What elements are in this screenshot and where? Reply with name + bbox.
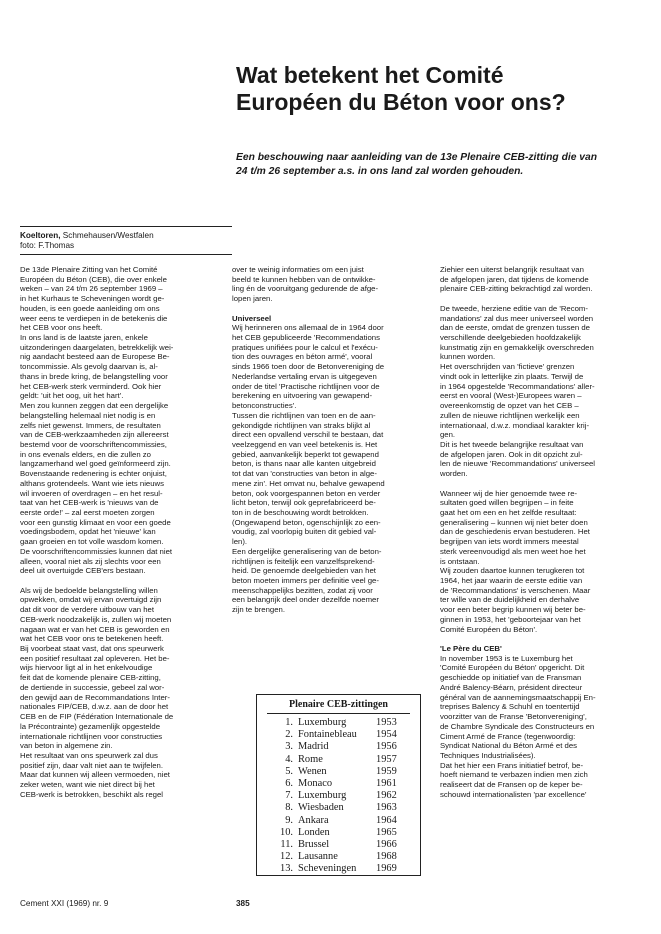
row-number: 10. <box>280 826 293 838</box>
text-line: dan de geschiedenis ervan bestuderen. Het <box>440 527 590 537</box>
text-line: De voorschriftencommissies kunnen dat niet <box>20 546 173 556</box>
row-year: 1963 <box>376 802 397 814</box>
row-city: Lausanne <box>298 851 338 863</box>
paragraph <box>20 586 216 800</box>
text-line: het CEB gepubliceerde 'Recommendations <box>232 333 380 343</box>
row-city: Wenen <box>298 765 327 777</box>
text-line: positief zijn, daar valt niet aan te twijfelen. <box>20 760 164 770</box>
row-city: Rome <box>298 753 323 765</box>
text-line: len de nieuwe 'Recommandations' universeel <box>440 459 596 469</box>
row-year: 1961 <box>376 778 397 790</box>
text-line: Comité Européen du Béton'. <box>440 624 538 634</box>
paragraph <box>20 265 216 576</box>
row-number: 9. <box>285 814 293 826</box>
text-line: 'Comité Européen du Béton' opgericht. Dit <box>440 663 585 673</box>
table-row <box>257 851 420 863</box>
text-line: Het resultaat van ons speurwerk zal dus <box>20 750 158 760</box>
text-line: gen. <box>440 430 456 440</box>
text-line: zullen de nieuwe richtlijnen werkelijk een <box>440 410 580 420</box>
text-line: kunstmatig zijn en gemakkelijk overschreden <box>440 342 594 352</box>
text-line: André Balency-Béarn, président directeur <box>440 682 583 692</box>
text-line: opwekken, omdat wij ervan overtuigd zijn <box>20 595 162 605</box>
text-line: beton moeten immers per definitie veel ge- <box>232 576 379 585</box>
text-line: pratiques unifiées pour le calcul et l'exécu- <box>232 342 378 352</box>
text-line: voudig, zal voorlopig buiten dit gebied val- <box>232 527 377 537</box>
row-year: 1956 <box>376 741 397 753</box>
text-line: van beton in algemene zin. <box>20 741 113 751</box>
section-heading: 'Le Père du CEB' <box>440 644 502 654</box>
row-year: 1965 <box>376 826 397 838</box>
paragraph <box>440 489 640 635</box>
text-line: gekondigde richtlijnen van straks blijkt al <box>232 420 371 430</box>
row-city: Londen <box>298 826 330 838</box>
row-number: 11. <box>280 839 293 851</box>
row-city: Ankara <box>298 814 329 826</box>
text-line: belangstelling helemaal niet nodig is en <box>20 410 156 420</box>
row-number: 12. <box>280 851 293 863</box>
title-line: Wat betekent het Comité <box>236 62 504 88</box>
row-city: Monaco <box>298 778 333 790</box>
text-line: zeker weten, want wie niet direct bij het <box>20 780 155 790</box>
paragraph <box>440 654 640 800</box>
row-number: 3. <box>285 741 293 753</box>
text-line: (Ongewapend beton, ogenschijnlijk zo een- <box>232 517 381 527</box>
page-number: 385 <box>236 899 250 908</box>
text-line: schouwd internationalisten 'par excellence' <box>440 789 587 799</box>
text-line: begrijpen van iets wordt immers meestal <box>440 537 579 547</box>
text-line: wil invoeren of overdragen – en het resul- <box>20 488 163 498</box>
text-line: Ziehier een uiterst belangrijk resultaat van <box>440 265 584 274</box>
divider-bottom <box>20 254 232 255</box>
title-line: Européen du Béton voor ons? <box>236 89 566 115</box>
text-line: Dit is het tweede belangrijke resultaat van <box>440 439 584 449</box>
text-line: Européen du Béton (CEB), die over enkele <box>20 274 167 284</box>
text-line: sinds 1966 toen door de Betonvereniging de <box>232 362 385 372</box>
text-line: althans grotendeels. Want wie iets nieuws <box>20 478 165 488</box>
subtitle-line: Een beschouwing naar aanleiding van de 13e Plenaire CEB-zitting die van <box>236 152 598 163</box>
text-line: ter wille van de duidelijkheid en derhalve <box>440 595 580 605</box>
text-line: sultaten goed willen begrijpen – in feite <box>440 498 574 508</box>
text-line: Bij voorbeat staat vast, dat ons speurwerk <box>20 644 164 654</box>
text-line: de afgelopen jaren. Ook in dit opzicht zul- <box>440 449 583 459</box>
text-line: Maar dat kunnen wij alleen vermoeden, niet <box>20 770 170 780</box>
row-year: 1954 <box>376 729 397 741</box>
text-line: Wij herinneren ons allemaal de in 1964 door <box>232 323 384 333</box>
text-line: een belangrijk deel onder dezelfde noemer <box>232 595 379 605</box>
column-1 <box>20 265 216 809</box>
column-3 <box>440 265 640 809</box>
text-line: de 'Recommandations' is verschenen. Maar <box>440 585 591 595</box>
row-year: 1953 <box>376 717 397 728</box>
text-line: In november 1953 is te Luxemburg het <box>440 653 573 663</box>
text-line: mandations' zal dus meer universeel worden <box>440 313 594 323</box>
table-row <box>257 827 420 839</box>
text-line: nationales FIP/CEB, d.w.z. aan de door het <box>20 702 169 712</box>
text-line: gaat het om een en het zelfde resultaat: <box>440 507 577 517</box>
text-line: plenaire CEB-zitting bekrachtigd zal worden. <box>440 284 593 294</box>
text-line: Bovenstaande redenering is echter onjuist, <box>20 469 167 479</box>
text-line: sterk vereenvoudigd als men weet hoe het <box>440 546 586 556</box>
text-line: De 13de Plenaire Zitting van het Comité <box>20 265 158 274</box>
text-line: is ontstaan. <box>440 556 480 566</box>
photo-caption <box>20 231 154 251</box>
row-number: 4. <box>285 753 293 765</box>
text-line: Ciment Armé de France (tegenwoordig: <box>440 731 576 741</box>
caption-title: Koeltoren, <box>20 231 61 240</box>
row-year: 1968 <box>376 851 397 863</box>
text-line: nig aandacht besteed aan de Europese Be- <box>20 352 170 362</box>
text-line: taat van het CEB-werk is 'nieuws van de <box>20 498 159 508</box>
row-year: 1966 <box>376 839 397 851</box>
column-2 <box>232 265 428 625</box>
paragraph <box>232 265 428 304</box>
table-row <box>257 766 420 778</box>
row-city: Fontainebleau <box>298 729 357 741</box>
text-line: treprises Balency & Schuhl en toentertijd <box>440 702 580 712</box>
row-year: 1969 <box>376 863 397 875</box>
text-line: overeenkomstig de opzet van het CEB – <box>440 401 579 411</box>
text-line: Een dergelijke generalisering van de beton- <box>232 546 382 556</box>
text-line: weken – van 24 t/m 26 september 1969 – <box>20 284 163 294</box>
photo-credit: foto: F.Thomas <box>20 241 75 251</box>
text-line: het CEB-werk sterk verminderd. Ook hier <box>20 381 162 391</box>
text-line: Nederlandse vertaling ervan is uitgegeven <box>232 371 377 381</box>
table-row <box>257 839 420 851</box>
article-title <box>236 62 656 116</box>
text-line: generalisering – kunnen wij niet beter doen <box>440 517 588 527</box>
row-year: 1957 <box>376 753 397 765</box>
text-line: général van de aannemingsmaatschappij En- <box>440 692 596 702</box>
text-line: len). <box>232 537 248 547</box>
text-line: bestemd voor de voorschriftencommissies, <box>20 439 167 449</box>
text-line: de Chambre Syndicale des Constructeurs en <box>440 721 595 731</box>
journal-reference: Cement XXI (1969) nr. 9 <box>20 899 109 908</box>
text-line: dat dit voor de verdere uitbouw van het <box>20 605 154 615</box>
text-line: voor een gunstig klimaat en voor een goede <box>20 517 171 527</box>
text-line: verschillende deelgebieden hoofdzakelijk <box>440 333 581 343</box>
text-line: zelfs niet gewenst. Immers, de resultaten <box>20 420 161 430</box>
text-line: Het overschrijden van 'fictieve' grenzen <box>440 362 575 372</box>
text-line: uitzonderingen daargelaten, betrekkelijk wei- <box>20 342 174 352</box>
row-city: Luxemburg <box>298 790 347 802</box>
text-line: zijn te brengen. <box>232 605 285 615</box>
text-line: beton, ook voorgespannen beton en verder <box>232 488 381 498</box>
text-line: meenschappelijks bezitten, zodat zij voor <box>232 585 373 595</box>
text-line: den gewijd aan de Recommandations Inter- <box>20 692 170 702</box>
text-line: beeld te kunnen hebben van de ontwikke- <box>232 274 376 284</box>
text-line: direct een opvallend verschil te bestaan, dat <box>232 430 384 440</box>
text-line: Tussen die richtlijnen van toen en de aan- <box>232 410 376 420</box>
row-city: Luxemburg <box>298 717 347 728</box>
text-line: Dat het hier een Frans initiatief betrof, be- <box>440 760 584 770</box>
row-year: 1964 <box>376 814 397 826</box>
text-line: in ons evenals elders, en die zullen zo <box>20 449 151 459</box>
text-line: gaan groeien en tot volle wasdom komen. <box>20 537 164 547</box>
text-line: 1964, het jaar waarin de eerste editie van <box>440 576 583 585</box>
text-line: internationaal, d.w.z. mondiaal karakter krij- <box>440 420 590 430</box>
text-line: de dertiende in successie, gebeel zal wor- <box>20 682 165 692</box>
row-number: 13. <box>280 863 293 875</box>
paragraph <box>440 304 640 479</box>
text-line: wat het CEB voor ons te betekenen heeft. <box>20 634 164 644</box>
text-line: voedingsbodem, opdat het 'nieuwe' kan <box>20 527 156 537</box>
table-row <box>257 802 420 814</box>
text-line: richtlijnen is feitelijk een vanzelfsprekend- <box>232 556 375 566</box>
row-number: 1. <box>285 717 293 728</box>
row-city: Madrid <box>298 741 329 753</box>
text-line: internationale richtlijnen voor constructies <box>20 731 163 741</box>
text-line: Wij zouden daartoe kunnen terugkeren tot <box>440 566 585 576</box>
table-row <box>257 729 420 741</box>
text-line: weer eens te verdiepen in de betekenis die <box>20 313 168 323</box>
text-line: over te weinig informaties om een juist <box>232 265 364 274</box>
text-line: geldt: 'uit het oog, uit het hart'. <box>20 391 124 401</box>
text-line: vindt ook in letterlijke zin plaats. Terwijl de <box>440 371 584 381</box>
row-city: Wiesbaden <box>298 802 344 814</box>
table-row <box>257 717 420 729</box>
text-line: realiseert dat de Fransen op de keper be- <box>440 780 583 790</box>
text-line: eerste orde!' – zal eerst moeten zorgen <box>20 507 155 517</box>
table-row <box>257 790 420 802</box>
table-row <box>257 863 420 875</box>
text-line: in het Kurhaus te Scheveningen wordt ge- <box>20 294 165 304</box>
row-number: 6. <box>285 778 293 790</box>
text-line: CEB-werk is betrokken, beschikt als regel <box>20 789 164 799</box>
text-line: thans in brede kring, de belangstelling voor <box>20 371 168 381</box>
text-line: eerst en vooral (West-)Europees waren – <box>440 391 582 401</box>
row-year: 1959 <box>376 765 397 777</box>
text-line: Als wij de bedoelde belangstelling willen <box>20 585 158 595</box>
text-line: feit dat de komende plenaire CEB-zitting, <box>20 673 161 683</box>
text-line: een positief resultaat zal opleveren. Het be- <box>20 653 170 663</box>
text-line: De tweede, herziene editie van de 'Recom- <box>440 303 588 313</box>
text-line: de afgelopen jaren, dat tijdens de komende <box>440 274 589 284</box>
text-line: worden. <box>440 469 468 479</box>
sessions-table <box>256 694 421 876</box>
table-rule <box>267 713 410 714</box>
section-heading: Universeel <box>232 313 272 323</box>
text-line: Techniques Industrialisées). <box>440 750 536 760</box>
text-line: kunnen worden. <box>440 352 496 362</box>
text-line: betonconstructies'. <box>232 401 297 411</box>
row-city: Brussel <box>298 839 330 851</box>
text-line: la Précontrainte) gezamenlijk opgestelde <box>20 721 161 731</box>
text-line: houden, is een goede aanleiding om ons <box>20 303 160 313</box>
text-line: onder de titel 'Practische richtlijnen voor de <box>232 381 380 391</box>
text-line: Syndicat National du Béton Armé et des <box>440 741 577 751</box>
row-number: 5. <box>285 765 293 777</box>
text-line: toncommissie. Als gevolg daarvan is, al- <box>20 362 158 372</box>
text-line: van de CEB-werkzaamheden zijn allereerst <box>20 430 169 440</box>
table-row <box>257 754 420 766</box>
text-line: het CEB voor ons heeft. <box>20 323 103 333</box>
subtitle-line: 24 t/m 26 september a.s. in ons land zal worden gehouden. <box>236 166 524 177</box>
text-line: wijs hiervoor ligt al in het enkelvoudige <box>20 663 153 673</box>
text-line: alleen, vooral niet als zij slechts voor een <box>20 556 161 566</box>
table-row <box>257 815 420 827</box>
text-line: geschiedde op initiatief van de Fransman <box>440 673 582 683</box>
text-line: gebied, aanvankelijk beperkt tot gewapend <box>232 449 379 459</box>
text-line: mene zin'. Het omvat nu, behalve gewapend <box>232 478 385 488</box>
table-row <box>257 778 420 790</box>
text-line: veelzeggend en van veel betekenis is. Het <box>232 439 378 449</box>
text-line: lopen jaren. <box>232 294 273 304</box>
row-year: 1962 <box>376 790 397 802</box>
text-line: voor een beter begrip kunnen wij beter be- <box>440 605 586 615</box>
text-line: CEB en de FIP (Fédération Internationale de <box>20 712 174 722</box>
caption-place: Schmehausen/Westfalen <box>60 231 154 240</box>
text-line: deel uit overtuigde CEB'ers bestaan. <box>20 566 146 576</box>
text-line: berekening en uitvoering van gewapend- <box>232 391 373 401</box>
text-line: tot dat van 'constructies van beton in alge- <box>232 469 377 479</box>
text-line: beton, is thans naar alle kanten uitgebreid <box>232 459 376 469</box>
text-line: in 1964 opgestelde 'Recommandations' aller- <box>440 381 595 391</box>
divider-top <box>20 226 232 227</box>
row-number: 2. <box>285 729 293 741</box>
text-line: ton in de beschouwing wordt betrokken. <box>232 507 369 517</box>
article-subtitle <box>236 151 656 179</box>
text-line: voorzitter van de Franse 'Betonvereniging', <box>440 712 587 722</box>
text-line: Men zou kunnen zeggen dat een dergelijke <box>20 401 169 411</box>
text-line: heid. De genoemde deelgebieden van het <box>232 566 376 576</box>
paragraph <box>232 323 428 615</box>
paragraph <box>440 265 640 294</box>
table-title: Plenaire CEB-zittingen <box>289 699 388 710</box>
row-city: Scheveningen <box>298 863 357 875</box>
text-line: licht beton, terwijl ook geprefabriceerd be- <box>232 498 376 508</box>
row-number: 8. <box>285 802 293 814</box>
text-line: ginnen in 1953, het 'geboortejaar van het <box>440 614 581 624</box>
text-line: CEB-werk noodzakelijk is, zullen wij moeten <box>20 614 172 624</box>
text-line: Wanneer wij de hier genoemde twee re- <box>440 488 578 498</box>
text-line: hoeft niemand te verbazen indien men zich <box>440 770 588 780</box>
table-body <box>257 717 420 876</box>
row-number: 7. <box>285 790 293 802</box>
table-row <box>257 741 420 753</box>
text-line: In ons land is de laatste jaren, enkele <box>20 333 148 343</box>
text-line: dan de eerste, omdat de grenzen tussen de <box>440 323 590 333</box>
text-line: ling én de vooruitgang gedurende de afge- <box>232 284 379 294</box>
text-line: langzamerhand wel goed geïnformeerd zijn. <box>20 459 171 469</box>
text-line: tion des ouvrages en béton armé', vooral <box>232 352 373 362</box>
text-line: nagaan wat er van het CEB is geworden en <box>20 624 170 634</box>
